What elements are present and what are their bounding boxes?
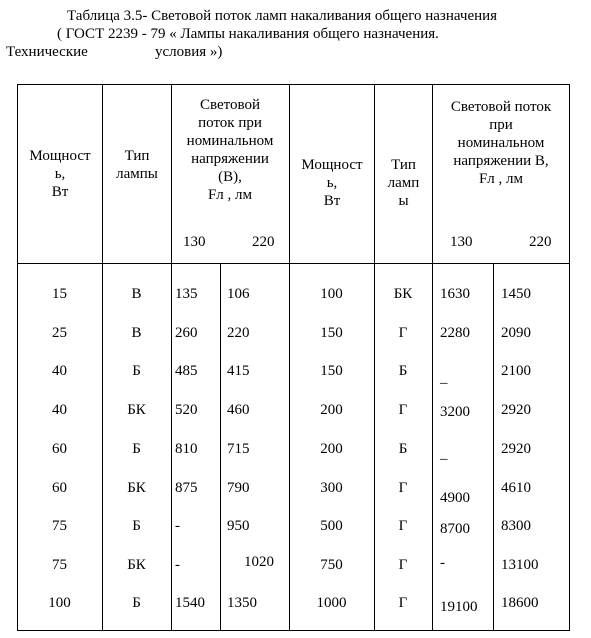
cell-lamp-type: В <box>131 286 142 302</box>
table-border-bottom <box>17 630 570 631</box>
cell-lamp-type-2: Г <box>398 557 408 573</box>
cell-power: 15 <box>52 286 67 302</box>
header-voltage-220: 220 <box>252 234 275 250</box>
header-voltage-130: 130 <box>183 234 206 250</box>
column-divider <box>432 84 433 631</box>
cell-flux-130: 135 <box>175 286 198 302</box>
cell-power-2: 750 <box>320 557 343 573</box>
cell-flux-220: 220 <box>227 325 250 341</box>
cell-lamp-type: БК <box>127 402 146 418</box>
cell-lamp-type-2: Б <box>398 441 408 457</box>
cell-flux-130-2: 1630 <box>440 286 470 302</box>
cell-lamp-type-2: Г <box>398 402 408 418</box>
cell-lamp-type: Б <box>132 518 141 534</box>
cell-power: 60 <box>52 480 67 496</box>
table-border-top <box>17 84 570 85</box>
cell-flux-220: 1020 <box>244 554 274 570</box>
cell-flux-130-2: – <box>440 375 448 391</box>
cell-flux-220-2: 2090 <box>501 325 531 341</box>
table-border-left <box>17 84 18 631</box>
cell-flux-220-2: 1450 <box>501 286 531 302</box>
cell-flux-220-2: 2920 <box>501 402 531 418</box>
cell-flux-130: 810 <box>175 441 198 457</box>
column-divider <box>289 84 290 631</box>
cell-flux-220-2: 2100 <box>501 363 531 379</box>
cell-lamp-type-2: Г <box>398 518 408 534</box>
cell-power: 100 <box>48 595 71 611</box>
cell-flux-220: 715 <box>227 441 250 457</box>
cell-flux-220: 460 <box>227 402 250 418</box>
cell-lamp-type: БК <box>127 557 146 573</box>
cell-flux-220-2: 4610 <box>501 480 531 496</box>
cell-flux-130-2: – <box>440 451 448 467</box>
cell-flux-130-2: 2280 <box>440 325 470 341</box>
column-divider <box>220 263 221 631</box>
cell-lamp-type-2: Г <box>398 595 408 611</box>
cell-flux-130: - <box>175 557 180 573</box>
header-voltage-130-2: 130 <box>450 234 473 250</box>
cell-lamp-type-2: Г <box>398 480 408 496</box>
column-divider <box>493 263 494 631</box>
cell-flux-130-2: 8700 <box>440 521 470 537</box>
cell-flux-220: 106 <box>227 286 250 302</box>
cell-power: 75 <box>52 557 67 573</box>
column-divider <box>102 84 103 631</box>
cell-flux-220: 950 <box>227 518 250 534</box>
caption-line-3a: Технические <box>6 44 88 60</box>
cell-power-2: 150 <box>320 363 343 379</box>
column-divider <box>374 84 375 631</box>
cell-flux-220-2: 8300 <box>501 518 531 534</box>
caption-line-1: Таблица 3.5- Световой поток ламп накаливания общего назначения <box>67 8 498 24</box>
caption-line-3b: условия ») <box>155 44 223 60</box>
cell-power: 40 <box>52 402 67 418</box>
header-power-2: Мощност ь, Вт <box>301 157 363 209</box>
cell-flux-130-2: 4900 <box>440 490 470 506</box>
cell-lamp-type: Б <box>132 363 141 379</box>
cell-flux-220: 415 <box>227 363 250 379</box>
cell-power-2: 150 <box>320 325 343 341</box>
cell-power-2: 500 <box>320 518 343 534</box>
header-lamp-type-2: Тип ламп ы <box>387 157 420 209</box>
cell-flux-130: 260 <box>175 325 198 341</box>
table-border-right <box>569 84 570 631</box>
cell-lamp-type-2: БК <box>393 286 413 302</box>
cell-flux-130: 520 <box>175 402 198 418</box>
cell-flux-220-2: 2920 <box>501 441 531 457</box>
cell-flux-130: 1540 <box>175 595 205 611</box>
cell-flux-130: - <box>175 518 180 534</box>
cell-power: 75 <box>52 518 67 534</box>
cell-power: 60 <box>52 441 67 457</box>
cell-flux-130-2: - <box>440 555 445 571</box>
cell-lamp-type-2: Г <box>398 325 408 341</box>
cell-power: 25 <box>52 325 67 341</box>
cell-flux-130-2: 19100 <box>440 599 478 615</box>
header-power: Мощност ь, Вт <box>29 148 91 200</box>
cell-lamp-type: Б <box>132 441 141 457</box>
cell-power-2: 200 <box>320 402 343 418</box>
cell-lamp-type: Б <box>132 595 141 611</box>
header-lamp-type: Тип лампы <box>116 148 158 182</box>
cell-flux-220: 790 <box>227 480 250 496</box>
cell-flux-220-2: 18600 <box>501 595 539 611</box>
header-voltage-220-2: 220 <box>529 234 552 250</box>
cell-flux-130: 485 <box>175 363 198 379</box>
cell-lamp-type: В <box>131 325 142 341</box>
cell-flux-130: 875 <box>175 480 198 496</box>
cell-power-2: 300 <box>320 480 343 496</box>
header-luminous-flux-2: Световой поток при номинальном напряжении В, Fл , лм <box>450 99 552 187</box>
caption-line-2: ( ГОСТ 2239 - 79 « Лампы накаливания общего назначения. <box>57 26 439 42</box>
luminous-flux-table <box>17 84 570 631</box>
cell-power-2: 100 <box>320 286 343 302</box>
cell-lamp-type: БК <box>127 480 146 496</box>
cell-flux-220-2: 13100 <box>501 557 539 573</box>
cell-power-2: 200 <box>320 441 343 457</box>
cell-flux-130-2: 3200 <box>440 404 470 420</box>
header-divider <box>17 263 570 264</box>
header-luminous-flux: Световой поток при номинальном напряжении (В), Fл , лм <box>186 97 274 203</box>
cell-power: 40 <box>52 363 67 379</box>
cell-lamp-type-2: Б <box>398 363 408 379</box>
cell-flux-220: 1350 <box>227 595 257 611</box>
cell-power-2: 1000 <box>316 595 347 611</box>
